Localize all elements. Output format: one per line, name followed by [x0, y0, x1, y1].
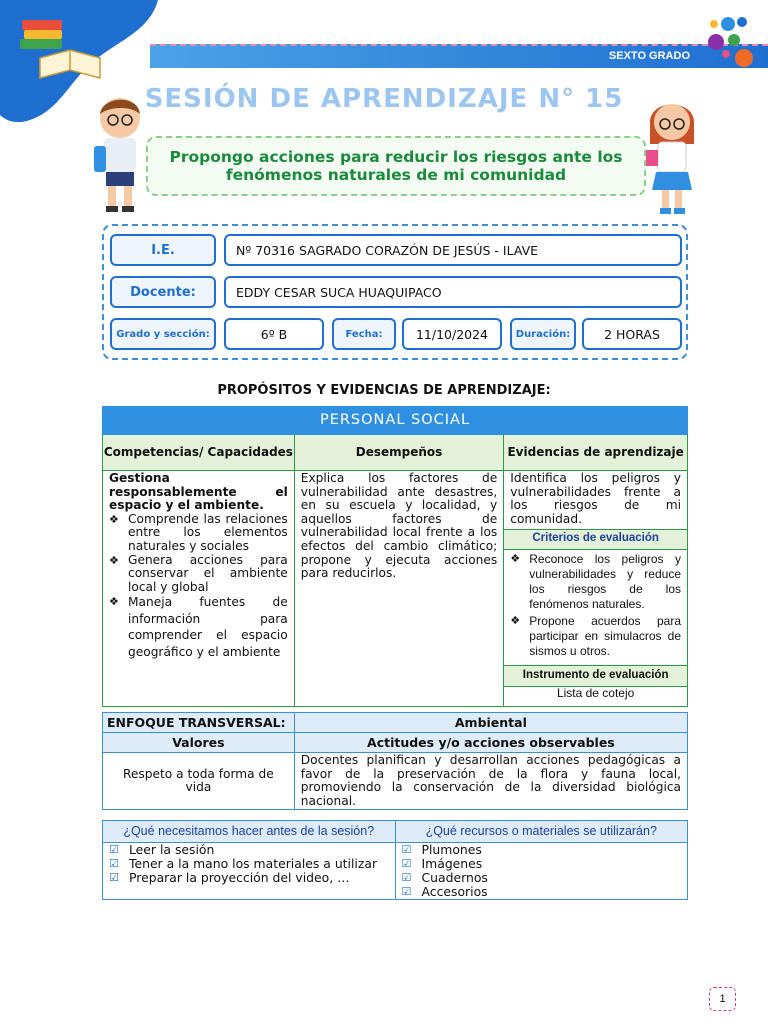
colored-dots-icon — [704, 14, 754, 72]
instrumento-value: Lista de cotejo — [504, 686, 688, 706]
evidencia-cell: Identifica los peligros y vulnerabilidades frente a los riesgos de mi comunidad. — [504, 471, 688, 530]
checkbox-icon: ☑ — [109, 857, 119, 870]
desempeno-cell: Explica los factores de vulnerabilidad ante desastres, en su escuela y localidad, y aquellos factores de vulnerabilidad local frente a los efectos del cambio climático; propone y ejecuta acciones para reducirlos. — [294, 471, 504, 707]
duracion-value: 2 HORAS — [582, 318, 682, 350]
resources-list — [395, 843, 688, 900]
grade-label: SEXTO GRADO — [608, 50, 690, 62]
grado-value: 6º B — [224, 318, 324, 350]
checkbox-icon: ☑ — [109, 871, 119, 884]
session-title-box — [146, 136, 646, 196]
actitudes-label: Actitudes y/o acciones observables — [294, 733, 687, 753]
resource-item: ☑ Cuadernos — [401, 870, 488, 885]
criterio-item: ❖ Propone acuerdos para participar en simulacros de sismos u otros. — [510, 613, 681, 658]
before-heading: ¿Qué necesitamos hacer antes de la sesión? — [103, 821, 396, 843]
instrumento-heading: Instrumento de evaluación — [504, 666, 688, 686]
before-list — [103, 843, 396, 900]
docente-value: EDDY CESAR SUCA HUAQUIPACO — [224, 276, 682, 308]
resource-item: ☑ Imágenes — [401, 856, 483, 871]
bullet-icon: ❖ — [109, 595, 119, 609]
fecha-label: Fecha: — [332, 318, 396, 350]
fecha-value: 11/10/2024 — [402, 318, 502, 350]
bullet-icon: ❖ — [510, 614, 521, 627]
bullet-icon: ❖ — [510, 552, 521, 565]
col-evidencias: Evidencias de aprendizaje — [504, 435, 688, 471]
capacidad-item: ❖ Genera acciones para conservar el ambiente local y global — [109, 552, 288, 594]
ie-label: I.E. — [110, 234, 216, 266]
enfoque-table — [102, 712, 688, 810]
girl-illustration — [640, 94, 704, 216]
checkbox-icon: ☑ — [401, 857, 412, 870]
col-competencias: Competencias/ Capacidades — [103, 435, 295, 471]
resource-item: ☑ Accesorios — [401, 884, 488, 899]
preparation-table — [102, 820, 688, 900]
enfoque-label: ENFOQUE TRANSVERSAL: — [103, 713, 295, 733]
before-item: ☑ Leer la sesión — [109, 842, 215, 857]
checkbox-icon: ☑ — [401, 885, 412, 898]
competencia-text: Gestiona responsablemente el espacio y el ambiente. — [109, 471, 288, 513]
competencias-cell — [103, 471, 295, 707]
bullet-icon: ❖ — [109, 553, 119, 567]
before-item: ☑ Preparar la proyección del video, … — [109, 870, 350, 885]
actitud-cell: Docentes planifican y desarrollan acciones pedagógicas a favor de la preservación de la flora y fauna local, promoviendo la conservación de la diversidad biológica nacional. — [294, 753, 687, 810]
criterios-heading: Criterios de evaluación — [504, 529, 688, 549]
ie-value: Nº 70316 SAGRADO CORAZÓN DE JESÚS - ILAVE — [224, 234, 682, 266]
session-subtitle: Propongo acciones para reducir los riesgos ante los fenómenos naturales de mi comunidad — [169, 148, 623, 184]
page-title: SESIÓN DE APRENDIZAJE N° 15 — [144, 84, 624, 114]
boy-illustration — [88, 92, 152, 214]
purposes-heading: PROPÓSITOS Y EVIDENCIAS DE APRENDIZAJE: — [217, 383, 551, 398]
before-item: ☑ Tener a la mano los materiales a utilizar — [109, 856, 378, 871]
bullet-icon: ❖ — [109, 512, 119, 526]
valor-cell: Respeto a toda forma de vida — [103, 753, 295, 810]
capacidad-item: ❖ Maneja fuentes de información para comprender el espacio geográfico y el ambiente — [109, 595, 288, 659]
page-number: 1 — [709, 987, 736, 1011]
capacidad-item: ❖ Comprende las relaciones entre los elementos naturales y sociales — [109, 511, 288, 553]
criterio-item: ❖ Reconoce los peligros y vulnerabilidades y reduce los riesgos de los fenómenos naturales. — [510, 551, 681, 611]
info-panel — [102, 224, 688, 360]
resources-heading: ¿Qué recursos o materiales se utilizarán? — [395, 821, 688, 843]
grado-label: Grado y sección: — [110, 318, 216, 350]
purposes-table — [102, 406, 688, 707]
duracion-label: Duración: — [510, 318, 576, 350]
criterios-cell — [504, 549, 688, 665]
enfoque-value: Ambiental — [294, 713, 687, 733]
checkbox-icon: ☑ — [401, 843, 412, 856]
docente-label: Docente: — [110, 276, 216, 308]
checkbox-icon: ☑ — [401, 871, 412, 884]
resource-item: ☑ Plumones — [401, 842, 482, 857]
checkbox-icon: ☑ — [109, 843, 119, 856]
col-desempenos: Desempeños — [294, 435, 504, 471]
valores-label: Valores — [103, 733, 295, 753]
area-header: PERSONAL SOCIAL — [103, 407, 688, 435]
